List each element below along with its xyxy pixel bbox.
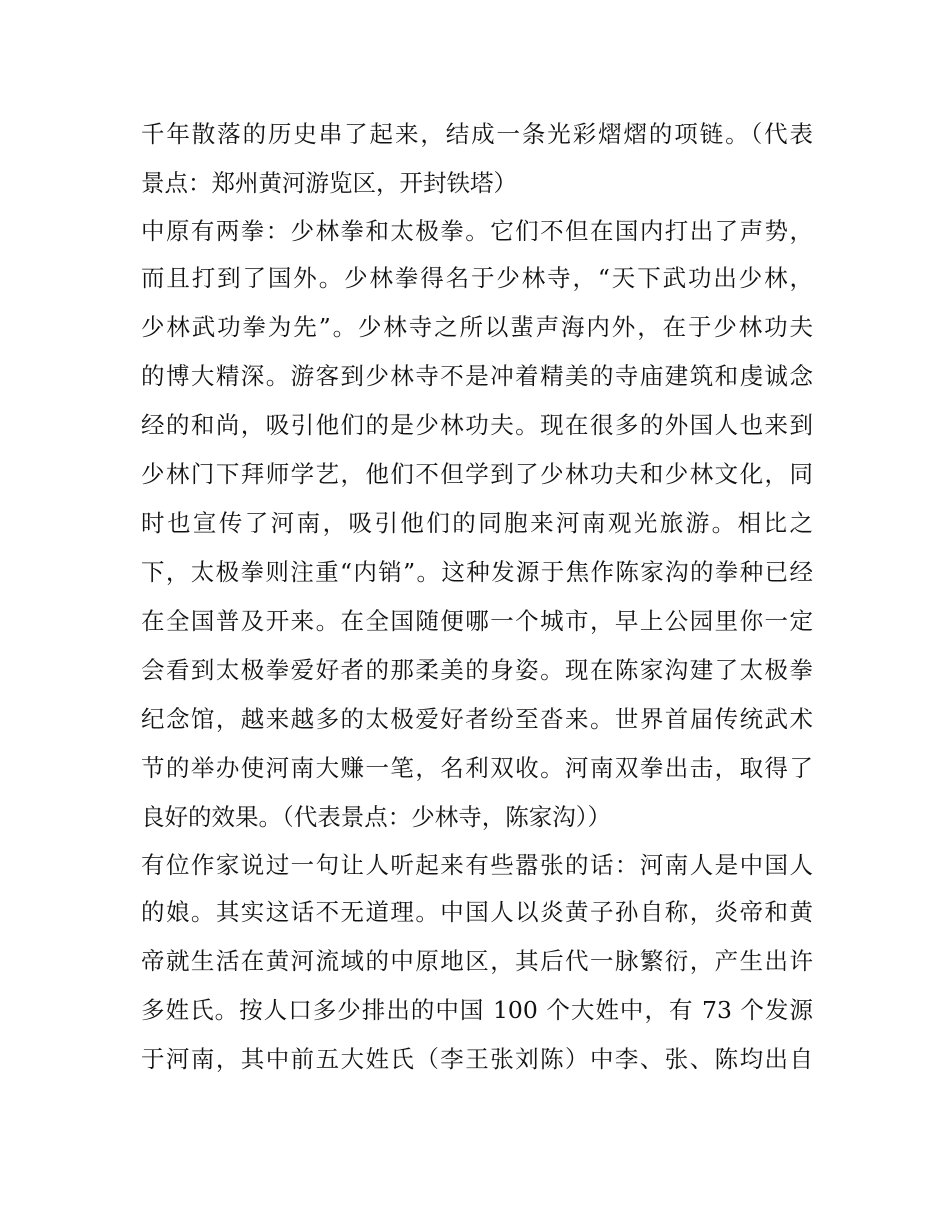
text-line: 于河南，其中前五大姓氏（李王张刘陈）中李、张、陈均出自 xyxy=(141,1045,813,1073)
text-line: 节的举办使河南大赚一笔，名利双收。河南双拳出击，取得了 xyxy=(141,754,813,782)
text-line: 下，太极拳则注重“内销”。这种发源于焦作陈家沟的拳种已经 xyxy=(141,558,813,586)
text-line: 在全国普及开来。在全国随便哪一个城市，早上公园里你一定 xyxy=(141,607,813,635)
text-line: 的博大精深。游客到少林寺不是冲着精美的寺庙建筑和虔诚念 xyxy=(141,362,813,390)
text-line: 的娘。其实这话不无道理。中国人以炎黄子孙自称，炎帝和黄 xyxy=(141,898,813,926)
body-text xyxy=(141,110,813,1084)
text-line: 景点：郑州黄河游览区，开封铁塔） xyxy=(141,169,517,197)
text-line: 少林门下拜师学艺，他们不但学到了少林功夫和少林文化，同 xyxy=(141,460,813,488)
text-line: 千年散落的历史串了起来，结成一条光彩熠熠的项链。（代表 xyxy=(141,120,813,148)
text-line: 会看到太极拳爱好者的那柔美的身姿。现在陈家沟建了太极拳 xyxy=(141,656,813,684)
text-line: 良好的效果。（代表景点：少林寺，陈家沟）） xyxy=(141,803,611,831)
text-line: 而且打到了国外。少林拳得名于少林寺，“天下武功出少林， xyxy=(141,264,813,292)
text-line: 经的和尚，吸引他们的是少林功夫。现在很多的外国人也来到 xyxy=(141,411,813,439)
text-line: 少林武功拳为先”。少林寺之所以蜚声海内外，在于少林功夫 xyxy=(141,313,813,341)
text-line: 时也宣传了河南，吸引他们的同胞来河南观光旅游。相比之 xyxy=(141,509,813,537)
text-line: 多姓氏。按人口多少排出的中国 100 个大姓中，有 73 个发源 xyxy=(141,996,813,1024)
paragraph-start-line: 有位作家说过一句让人听起来有些嚣张的话：河南人是中国人 xyxy=(141,851,813,879)
text-line: 帝就生活在黄河流域的中原地区，其后代一脉繁衍，产生出许 xyxy=(141,947,813,975)
paragraph-start-line: 中原有两拳：少林拳和太极拳。它们不但在国内打出了声势， xyxy=(141,217,813,245)
text-line: 纪念馆，越来越多的太极爱好者纷至沓来。世界首届传统武术 xyxy=(141,705,813,733)
